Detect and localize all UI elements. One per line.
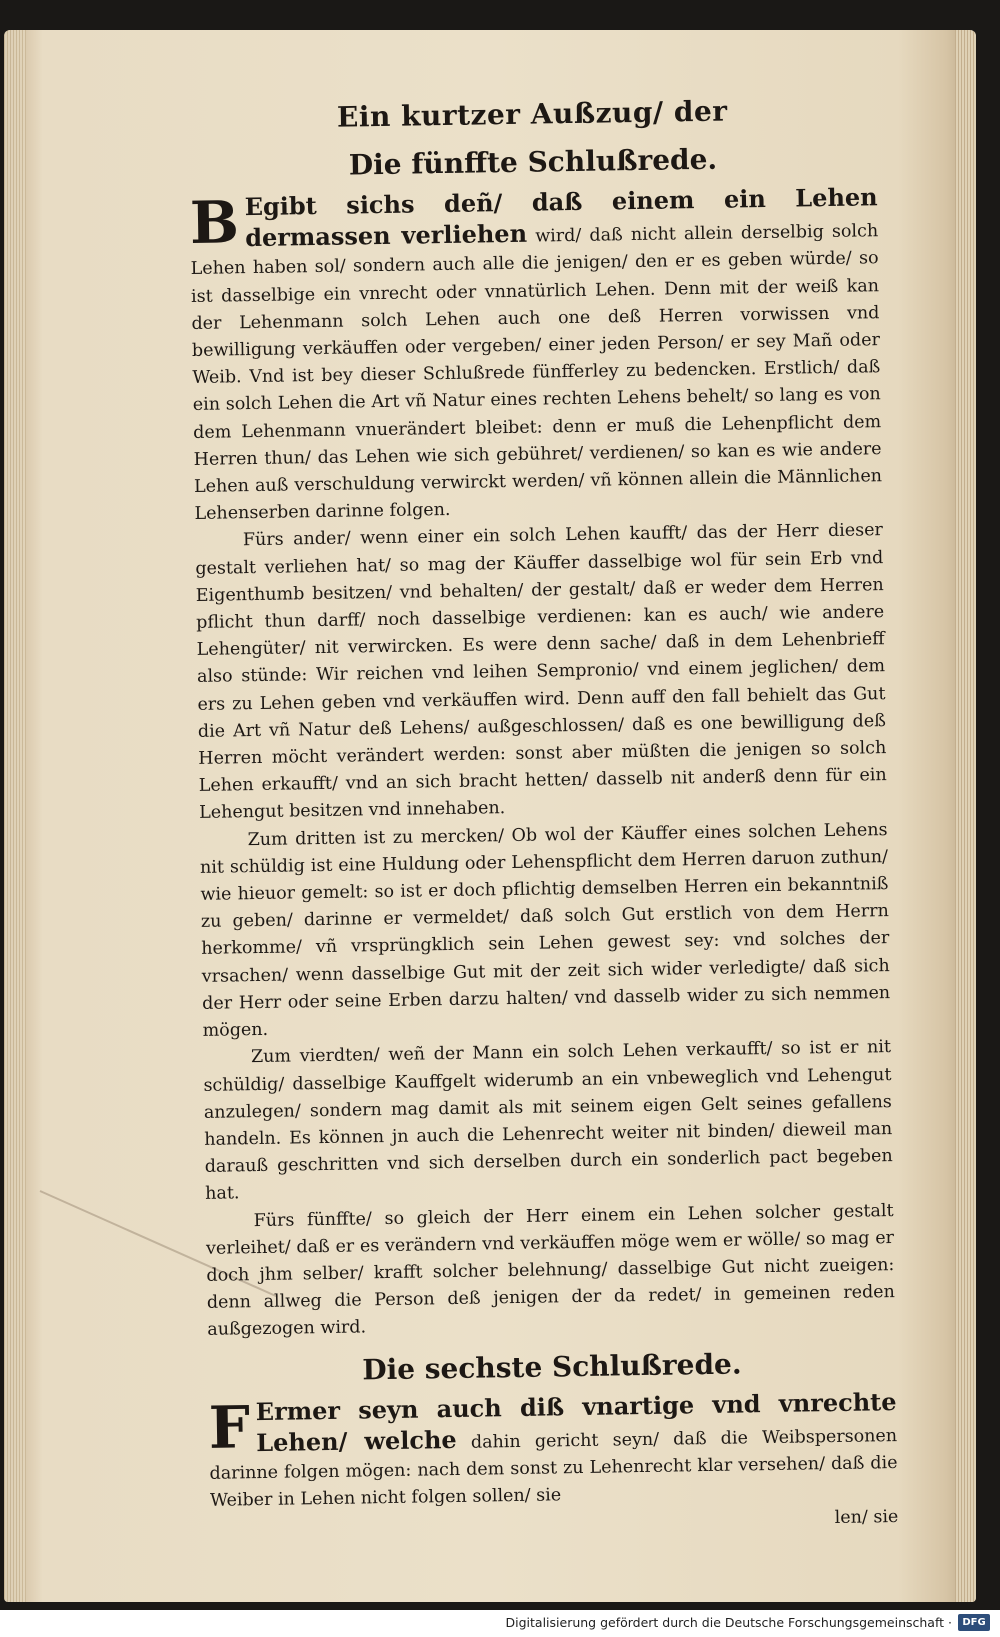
page-text (188, 89, 899, 1542)
page-edges-left (4, 30, 26, 1602)
paragraph-6-1 (208, 1388, 898, 1516)
paragraph-5-5: Fürs fünffte/ so gleich der Herr einem ein Lehen solcher gestalt verleihet/ daß er es verändern vnd verkäuffen möge wem er wölle/ so mag er doch jhm selber/ krafft solcher belehnung/ dasselbige Gut nicht zueigen: denn allweg die Person deß jenigen der da redet/ in gemeinen reden außgezogen wird. (205, 1200, 895, 1341)
footer-credit: Digitalisierung gefördert durch die Deutsche Forschungsgemeinschaft · (505, 1615, 952, 1630)
paragraph-5-1 (189, 183, 882, 528)
lead-line-5: Egibt sichs deñ/ daß einem ein Lehen dermassen verliehen (244, 182, 878, 253)
running-header: Ein kurtzer Außzug/ der (336, 94, 728, 134)
paragraph-5-2: Fürs ander/ wenn einer ein solch Lehen kaufft/ das der Herr dieser gestalt verliehen hat/ so mag der Käuffer dasselbige wol für sein Erb vnd Eigenthumb besitzen/ vnd behalten/ der gestalt/ daß er weder dem Herren pflicht thun darff/ noch dasselbige verdienen: kan es auch/ wie andere Lehengüter/ nit verwircken. Es were denn sache/ daß in dem Lehenbrieff also stünde: Wir reichen vnd leihen Sempronio/ vnd einem jeglichen/ dem ers zu Lehen geben vnd verkäuffen wird. Denn auff den fall behielt das Gut die Art vñ Natur deß Lehens/ außgeschlossen/ daß es one bewilligung deß Herren möcht verändert werden: sonst aber müßten die jenigen so solch Lehen erkaufft/ vnd an sich bracht hetten/ dasselb nit anderß denn für ein Lehengut besitzen vnd innehaben. (195, 520, 887, 824)
paragraph-5-1-text: wird/ daß nicht allein derselbig solch Lehen haben sol/ sondern auch alle die jenigen/ den er es geben würde/ so ist dasselbige ein vnrecht oder vnnatürlich Lehen. Denn mit der weiß kan der Lehenmann solch Lehen auch one deß Herren vorwissen vnd bewilligung verkäuffen oder vergeben/ einer jeden Person/ er sey Mañ oder Weib. Vnd ist bey dieser Schlußrede fünfferley zu bedencken. Erstlich/ daß ein solch Lehen die Art vñ Natur eines rechten Lehens behelt/ so lang es von dem Lehenmann vnuerändert bleibet: denn er muß die Lehenpflicht dem Herren thun/ das Lehen wie sich gebühret/ verdienen/ so kan es wie andere Lehen auß verschuldung verwirckt werden/ vñ können allein die Männlichen Lehenserben darinne folgen. (190, 221, 883, 525)
paragraph-5-3: Zum dritten ist zu mercken/ Ob wol der Käuffer eines solchen Lehens nit schüldig ist eine Huldung oder Lehenspflicht dem Herren daruon zuthun/ wie hieuor gemelt: so ist er doch pflichtig demselben Herren ein bekanntniß zu geben/ darinne er vermeldet/ daß solch Gut erstlich von dem Herrn herkomme/ vñ vrsprüngklich sein Lehen gewest sey: vnd solches der vrsachen/ wenn dasselbige Gut mit der zeit sich wider verledigte/ daß sich der Herr oder seine Erben darzu halten/ vnd dasselb wider zu sich nemmen mögen. (199, 819, 891, 1041)
dropcap-b: B (189, 188, 240, 257)
section-title-6: Die sechste Schlußrede. (362, 1346, 742, 1386)
footer-bar (0, 1610, 1000, 1637)
page-edges-right (955, 30, 976, 1602)
lead-line-6: Ermer seyn auch diß vnartige vnd vnrechte Lehen/ welche (255, 1386, 897, 1457)
section-title-5: Die fünffte Schlußrede. (348, 142, 718, 182)
dfg-logo: DFG (958, 1614, 990, 1631)
catchword: len/ sie (834, 1507, 899, 1529)
paragraph-5-4: Zum vierdten/ weñ der Mann ein solch Lehen verkaufft/ so ist er nit schüldig/ dasselbige Kauffgelt widerumb an ein vnbeweglich vnd Lehengut anzulegen/ sondern mag damit als mit seinem eigen Gelt seines gefallens handeln. Es können jn auch die Lehenrecht weiter nit binden/ dieweil man darauß geschritten vnd sich derselben durch ein sonderlich pact begeben hat. (203, 1037, 893, 1205)
paragraph-6-1-text: dahin gericht seyn/ daß die Weibspersonen darinne folgen mögen: nach dem sonst zu Lehenrecht klar versehen/ daß die Weiber in Lehen nicht folgen sollen/ sie (209, 1425, 898, 1511)
dropcap-f: F (208, 1392, 251, 1462)
